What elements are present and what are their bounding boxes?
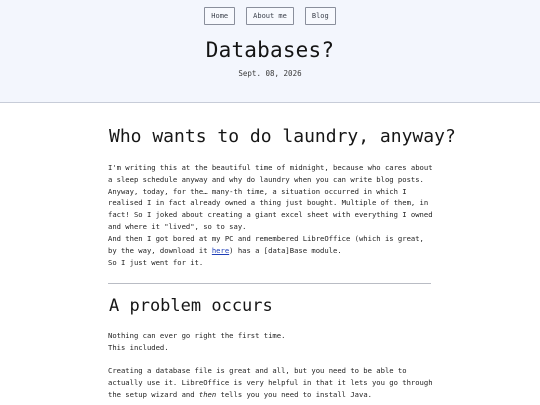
paragraph-nothing-right: Nothing can ever go right the first time. (108, 331, 286, 340)
paragraph-intro: I'm writing this at the beautiful time of midnight, because who cares about a sleep schedule anyway and why do laundry when you can write blog posts. Anyway, today, for the… many-th time, a situation occurred in which I realised I in fact already owned a thing just bought. Multiple of them, in fact! So I joked about creating a giant excel sheet with everything I owned and where it "lived", so to say. (108, 163, 433, 231)
section-heading-problem: A problem occurs (109, 296, 273, 316)
paragraph-java-tail: tells you you need to install Java. (216, 389, 372, 399)
paragraph-libreoffice-text: And then I got bored at my PC and remembered LibreOffice (which is great, by the way, download it (108, 234, 424, 255)
paragraph-libreoffice (108, 233, 433, 257)
paragraph-java (108, 365, 433, 400)
nav-blog-link[interactable]: Blog (305, 7, 336, 25)
page-header (0, 0, 540, 103)
nav-about-link[interactable]: About me (246, 7, 294, 25)
paragraph-libreoffice-tail: ) has a [data]Base module. (229, 245, 342, 255)
download-here-link[interactable]: here (211, 245, 230, 255)
section-heading-laundry: Who wants to do laundry, anyway? (109, 126, 456, 147)
page-title: Databases? (205, 38, 335, 62)
paragraph-went-for-it: So I just went for it. (108, 258, 204, 267)
nav-home-link[interactable]: Home (204, 7, 235, 25)
post-date: Sept. 08, 2026 (238, 69, 302, 78)
paragraph-this-included: This included. (108, 343, 169, 352)
paragraph-java-text: Creating a database file is great and all, but you need to be able to actually use it. LibreOffice is very helpful in that it lets you go through the setup wizard and (108, 366, 433, 399)
top-nav (0, 7, 540, 25)
section-divider (108, 283, 431, 284)
emphasis-then: then (198, 389, 217, 399)
